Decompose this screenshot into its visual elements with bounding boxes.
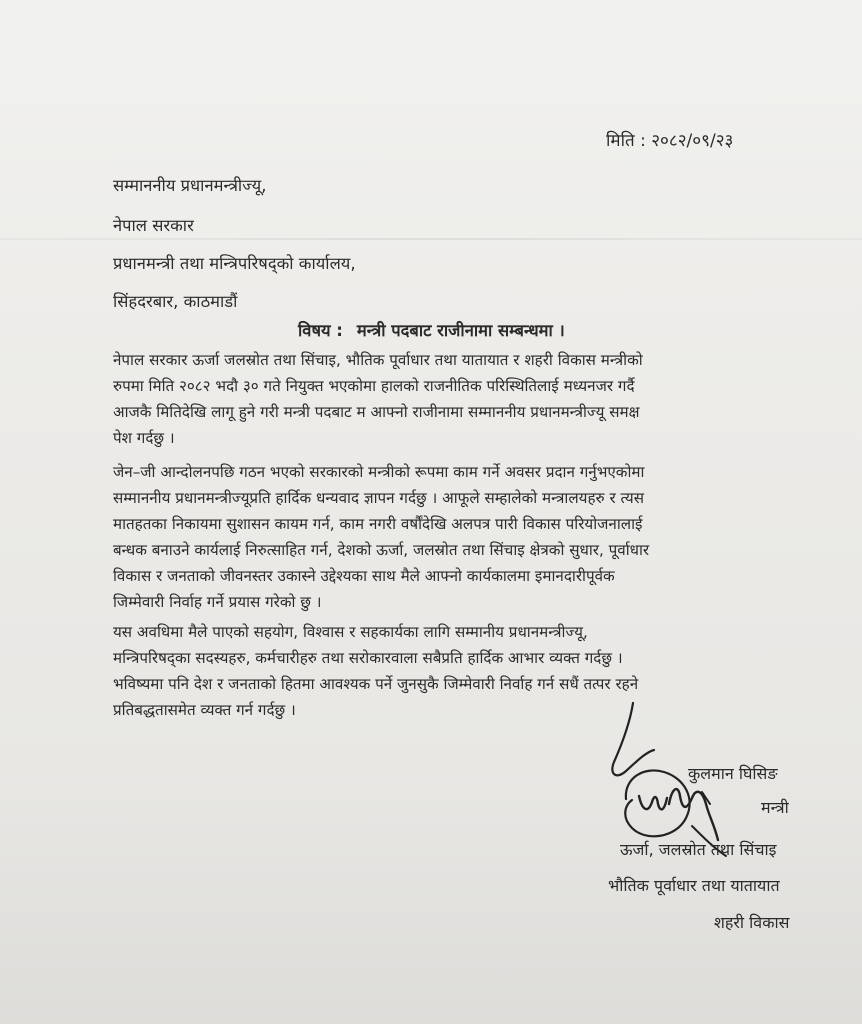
recipient-government: नेपाल सरकार bbox=[113, 216, 194, 235]
signatory-title: मन्त्री bbox=[761, 798, 789, 817]
paragraph-line: जिम्मेवारी निर्वाह गर्ने प्रयास गरेको छु । bbox=[113, 593, 322, 611]
signatory-ministry-1: ऊर्जा, जलस्रोत तथा सिंचाइ bbox=[620, 840, 777, 859]
paragraph-line: प्रतिबद्धतासमेत व्यक्त गर्न गर्दछु । bbox=[113, 701, 296, 719]
recipient-salutation: सम्माननीय प्रधानमन्त्रीज्यू, bbox=[113, 176, 267, 195]
body-paragraph-1 bbox=[113, 347, 763, 451]
paragraph-line: बन्धक बनाउने कार्यलाई निरुत्साहित गर्न, देशको ऊर्जा, जलस्रोत तथा सिंचाइ क्षेत्रको सुधार, पूर्वाधार bbox=[113, 541, 650, 559]
body-paragraph-2 bbox=[113, 459, 763, 615]
paragraph-line: सम्माननीय प्रधानमन्त्रीज्यूप्रति हार्दिक धन्यवाद ज्ञापन गर्दछु । आफूले सम्हालेको मन्त्रालयहरु र त्यस bbox=[113, 489, 644, 507]
signatory-name: कुलमान घिसिङ bbox=[688, 764, 778, 783]
paragraph-line: यस अवधिमा मैले पाएको सहयोग, विश्वास र सहकार्यका लागि सम्मानीय प्रधानमन्त्रीज्यू, bbox=[113, 623, 588, 641]
paragraph-line: मन्त्रिपरिषद्का सदस्यहरु, कर्मचारीहरु तथा सरोकारवाला सबैप्रति हार्दिक आभार व्यक्त गर्दछु । bbox=[113, 649, 623, 667]
paragraph-line: भविष्यमा पनि देश र जनताको हितमा आवश्यक पर्ने जुनसुकै जिम्मेवारी निर्वाह गर्न सधैं तत्पर रहने bbox=[113, 675, 639, 693]
letter-date: मिति : २०८२/०९/२३ bbox=[606, 131, 734, 151]
signatory-ministry-3: शहरी विकास bbox=[714, 913, 790, 932]
paragraph-line: मातहतका निकायमा सुशासन कायम गर्न, काम नगरी वर्षौंदेखि अलपत्र पारी विकास परियोजनालाई bbox=[113, 515, 643, 533]
paragraph-line: जेन–जी आन्दोलनपछि गठन भएको सरकारको मन्त्रीको रूपमा काम गर्ने अवसर प्रदान गर्नुभएकोमा bbox=[113, 463, 645, 481]
paragraph-line: नेपाल सरकार ऊर्जा जलस्रोत तथा सिंचाइ, भौतिक पूर्वाधार तथा यातायात र शहरी विकास मन्त्रीको bbox=[113, 351, 643, 369]
recipient-office: प्रधानमन्त्री तथा मन्त्रिपरिषद्को कार्यालय, bbox=[113, 254, 356, 273]
paragraph-line: आजकै मितिदेखि लागू हुने गरी मन्त्री पदबाट म आफ्नो राजीनामा सम्माननीय प्रधानमन्त्रीज्यू समक्ष bbox=[113, 403, 640, 421]
paragraph-line: विकास र जनताको जीवनस्तर उकास्ने उद्देश्यका साथ मैले आफ्नो कार्यकालमा इमानदारीपूर्वक bbox=[113, 567, 615, 585]
letter-subject bbox=[298, 318, 565, 341]
signatory-ministry-2: भौतिक पूर्वाधार तथा यातायात bbox=[608, 876, 780, 895]
subject-text: मन्त्री पदबाट राजीनामा सम्बन्धमा । bbox=[356, 321, 565, 340]
paragraph-line: रुपमा मिति २०८२ भदौ ३० गते नियुक्त भएकोमा हालको राजनीतिक परिस्थितिलाई मध्यनजर गर्दै bbox=[113, 377, 635, 395]
recipient-location: सिंहदरबार, काठमाडौं bbox=[113, 292, 238, 311]
subject-label: विषय : bbox=[298, 321, 343, 340]
paragraph-line: पेश गर्दछु । bbox=[113, 429, 175, 447]
paper-fold-line bbox=[0, 238, 862, 240]
